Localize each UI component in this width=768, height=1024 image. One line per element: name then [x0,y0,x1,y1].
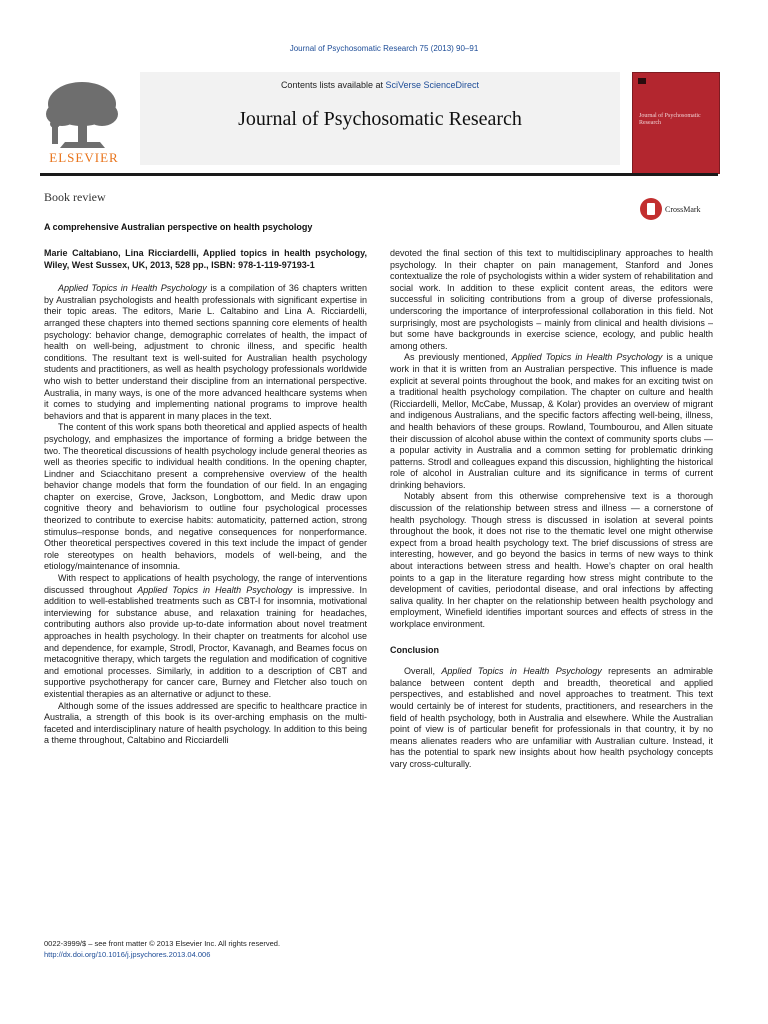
book-title-inline: Applied Topics in Health Psychology [58,283,207,294]
header-rule [40,173,718,176]
paragraph: devoted the final section of this text to multidisciplinary approaches to health psychology. In their chapter on pain management, Stanford and Jones contextualize the role of psychologists within a wider system of rehabilitation and social work. In addition to these explicit content areas, the editors were successful in soliciting contributions from a group of diverse professionals, underscoring the importance of interprofessional collaboration in this field. Not surprisingly, most are psychologists – mainly from clinical and health divisions – but some have backgrounds in exercise science, ecology, and public health among others. [390,248,713,351]
crossmark-icon [640,198,662,220]
paragraph [390,666,713,770]
book-citation: Marie Caltabiano, Lina Ricciardelli, Applied topics in health psychology, Wiley, West Sussex, UK, 2013, 528 pp., ISBN: 978-1-119-97193-1 [44,248,367,270]
crossmark-label: CrossMark [665,204,701,214]
book-title-inline: Applied Topics in Health Psychology [441,666,602,677]
elsevier-wordmark: ELSEVIER [49,150,119,165]
paragraph: Notably absent from this otherwise comprehensive text is a thorough discussion of the relationship between stress and illness — a cornerstone of health psychology. Though stress is discussed in isolation at several points throughout the book, it does not rise to the thematic level one might otherwise expect from a broad health psychology text. The brief discussions of stress are interesting, however, and go beyond the basics in terms of new ways to think about interactions between stress and health. Howe’s chapter on oral health points to a gap in the literature regarding how stress might contribute to the development of cavities, periodontal disease, and oral infections by affecting saliva quality. In her chapter on the relationship between health psychology and employment, Winefield identifies important sources and effects of stress in the workplace environment. [390,491,713,629]
contents-prefix: Contents lists available at [280,80,386,90]
paragraph: The content of this work spans both theoretical and applied aspects of health psychology, and emphasizes the importance of forming a bridge between the two. The theoretical discussions of health psychology include general theories as well as theories specific to individual health conditions. In the opening chapter, Lindner and Sciacchitano present a comprehensive overview of the health behavior change models that form the foundation of our field. In an engaging chapter on exercise, Grove, Jackson, Longbottom, and Medic draw upon cognitive theory and behaviorism to outline four psychological processes theorized to contribute to exercise habits: automaticity, patterned action, strong stimulus–response bonds, and negative consequences for nonperformance. Other theoretical perspectives covered in this text include the impact of gender role stereotypes on health behaviors, models of well-being, and the etiology/maintenance of insomnia. [44,422,367,572]
journal-cover-image [632,72,720,174]
conclusion-heading: Conclusion [390,644,439,655]
book-title-inline: Applied Topics in Health Psychology [137,584,293,595]
paragraph-text: is a compilation of 36 chapters written by Australian psychologists and health professionals with significant expertise in their topic areas. The editors, Marie L. Caltabino and Lina A. Ricciardelli, arranged these chapters into themed sections spanning core elements of health psychology: behavior change, demographic correlates of health, the impact of health on well-being, adjustment to chronic illness, and specific health conditions. The resultant text is well-suited for Australian health psychology students and practitioners, as well as health psychology professionals worldwide who wish to better understand their discipline from an international perspective. Australia, in many ways, is one of the more advanced healthcare systems when it comes to studying and implementing national programs to improve health behaviors and that is apparent in many places in the text. [44,283,367,421]
crossmark-button[interactable] [640,198,701,220]
paragraph-text: is a unique work in that it is written from an Australian perspective. This influence is made explicit at several points throughout the book, and makes for an exciting twist on a traditional health psychology compilation. The chapter on culture and health (Ricciardelli, Mellor, McCabe, Mussap, & Kolar) provides an overview of migrant and indigenous Australians, and the specific factors affecting well-being, illness, and health behaviors of these groups. Rowland, Toumbourou, and Allen situate their discussion of alcohol abuse within the context of community sports clubs — a popular activity in Australia and a common setting for problematic drinking patterns. Strodl and colleagues expand this discussion, highlighting the historical role of alcohol in Australian culture and its significance in terms of current drinking behaviors. [390,352,713,490]
journal-name: Journal of Psychosomatic Research [238,108,522,130]
paragraph [44,283,367,422]
copyright-notice: 0022-3999/$ – see front matter © 2013 Elsevier Inc. All rights reserved. [44,939,281,948]
article-title: A comprehensive Australian perspective on health psychology [44,222,313,232]
paragraph [44,573,367,701]
paragraph [390,352,713,491]
cover-mark [638,78,646,84]
paragraph-text: Overall, [404,666,442,677]
footer [44,938,280,960]
left-column [44,248,367,747]
cover-title: Journal of Psychosomatic Research [639,113,701,126]
doi-link[interactable]: http://dx.doi.org/10.1016/j.jpsychores.2013.04.006 [44,950,211,959]
paragraph-text: As previously mentioned, [404,352,512,363]
book-title-inline: Applied Topics in Health Psychology [511,352,663,363]
paragraph-text: is impressive. In addition to well-established treatments such as CBT-I for insomnia, motivational interviewing for substance abuse, and relaxation training for headaches, contributing authors also provide up-to-date information about novel treatment approaches in health psychology. In their chapter on treatments for alcohol use and dependence, for example, Strodl, Proctor, Kavanagh, and Beames focus on metacognitive therapy, which targets the regulation and modification of cognitive and emotional processes. Similarly, in addition to a description of CBT and supportive psychotherapy for cancer care, Burney and Fletcher also touch on existential therapies as an alternative or adjunct to these. [44,584,367,699]
paragraph-text: represents an admirable balance between content depth and breadth, theoretical and applied perspectives, and established and novel approaches to treatment. This text would certainly be of interest for students, practitioners, and researchers in the field of health psychology, both in Australia and elsewhere. While the Australian point of view is of particular benefit for professionals in that country, it by no means alienates readers who are unfamiliar with Australian culture. Instead, it has the potential to spark new insights about how health psychology concepts vary cross-culturally. [390,666,713,769]
paragraph: Although some of the issues addressed are specific to healthcare practice in Australia, a strength of this book is its over-arching emphasis on the multi-faceted and interdisciplinary nature of health psychology. In addition to this being a theme throughout, Caltabino and Ricciardelli [44,700,367,746]
right-column [390,248,713,771]
contents-availability [140,80,620,90]
paragraph-text: With respect to applications of health psychology, the range of interventions discussed throughout [44,573,367,595]
section-type: Book review [44,190,106,204]
journal-citation-link[interactable]: Journal of Psychosomatic Research 75 (2013) 90–91 [289,44,479,53]
sciencedirect-link[interactable]: SciVerse ScienceDirect [385,80,480,90]
